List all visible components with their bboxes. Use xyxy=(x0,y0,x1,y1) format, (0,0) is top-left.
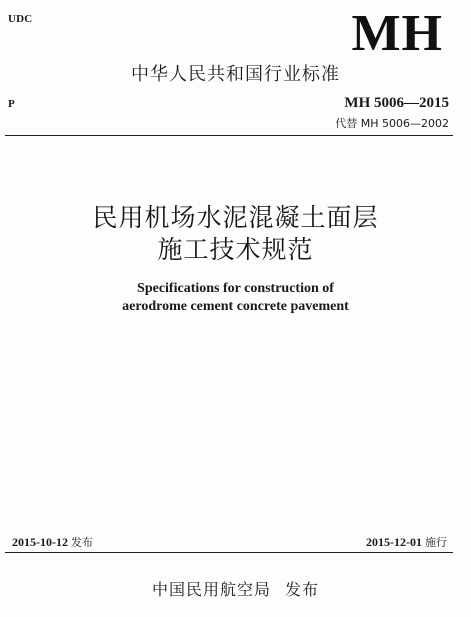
english-title xyxy=(0,280,471,316)
implementation-date-value: 2015-12-01 xyxy=(366,535,422,549)
replaces-text: 代替 MH 5006—2002 xyxy=(335,117,449,130)
chinese-title xyxy=(0,202,471,266)
standard-issuer-heading: 中华人民共和国行业标准 xyxy=(131,64,340,85)
english-title-line-2: aerodrome cement concrete pavement xyxy=(122,299,349,314)
authority-action: 发布 xyxy=(285,580,320,599)
classification-code: P xyxy=(8,98,15,110)
english-title-line-1: Specifications for construction of xyxy=(137,281,334,296)
udc-label: UDC xyxy=(8,13,33,25)
top-divider xyxy=(5,135,453,136)
implementation-date xyxy=(366,534,447,550)
standard-number: MH 5006—2015 xyxy=(344,95,449,111)
issuing-authority xyxy=(0,577,471,600)
implementation-date-label: 施行 xyxy=(425,536,447,549)
issue-date-value: 2015-10-12 xyxy=(12,535,68,549)
issue-date-label: 发布 xyxy=(71,536,93,549)
issue-date xyxy=(12,534,93,550)
chinese-title-line-2: 施工技术规范 xyxy=(157,235,314,264)
authority-name: 中国民用航空局 xyxy=(151,580,271,599)
mh-standard-logo: MH xyxy=(351,5,443,62)
replaces-standard xyxy=(335,115,449,131)
bottom-divider xyxy=(5,552,453,553)
chinese-title-line-1: 民用机场水泥混凝土面层 xyxy=(92,203,379,232)
